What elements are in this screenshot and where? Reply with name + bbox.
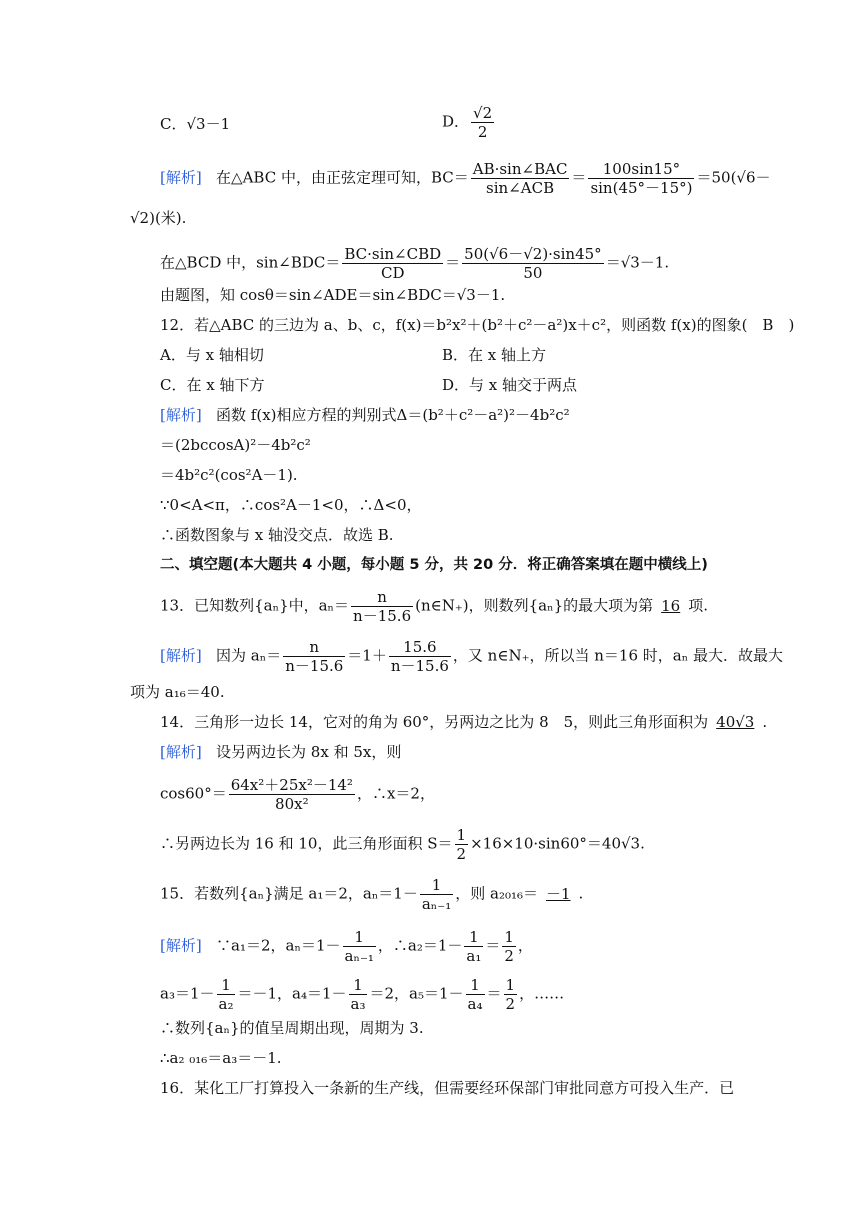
fraction: $\frac{1}{\text{a₁}}$ [466, 928, 482, 965]
solution-15-line-4: ∴a₂ ₀₁₆＝a₃＝－1. [160, 1049, 282, 1067]
fraction: $\frac{1}{\text{aₙ₋₁}}$ [421, 876, 452, 913]
fraction: $\frac{\text{64x²＋25x²－14²}}{\text{80x²}}$ [230, 776, 353, 813]
solution-11-line-1: [解析] 在△ABC 中，由正弦定理可知，BC＝ $\frac{\text{AB·sin∠BAC}}{\text{sin∠ACB}}$ ＝ $\frac{100\sin 15^\circ}{\sin(45^\circ-15^\circ)}$ ＝50(√6－ [160, 160, 771, 197]
solution-12-line-4: ∵0<A<π，∴cos²A－1<0，∴Δ<0， [160, 496, 422, 514]
fraction: $\frac{1}{\text{a₄}}$ [467, 976, 483, 1013]
answer-blank: 40√3 [716, 713, 755, 731]
solution-11-line-2: √2)(米). [130, 209, 187, 227]
solution-tag: [解析] [160, 406, 202, 424]
solution-tag: [解析] [160, 936, 202, 955]
fraction: $\frac{1}{\text{a₂}}$ [218, 976, 234, 1013]
question-15: 15．若数列{aₙ}满足 a₁＝2，aₙ＝1－ $\frac{1}{\text{aₙ₋₁}}$ ，则 a₂₀₁₆＝ －1 . [160, 876, 584, 913]
fraction: $\frac{1}{2}$ [505, 976, 516, 1013]
solution-13-line-1: [解析] 因为 aₙ＝ $\frac{n}{n-15.6}$ ＝1＋ $\frac{15.6}{n-15.6}$ ，又 n∈N₊，所以当 n＝16 时，aₙ 最大．故最大 [160, 638, 783, 675]
option-d-11: D． $\frac{√2}{2}$ [442, 104, 493, 141]
solution-11-line-3: 在△BCD 中，sin∠BDC＝ $\frac{\text{BC·sin∠CBD}}{CD}$ ＝ $\frac{50(√6-√2)\cdot\sin 45^\circ}{50}$ ＝√3－1. [160, 245, 670, 282]
answer-blank: 16 [661, 596, 681, 615]
fraction: $\frac{50(√6-√2)\cdot\sin 45^\circ}{50}$ [464, 245, 602, 282]
fraction: $\frac{\text{BC·sin∠CBD}}{CD}$ [344, 245, 442, 282]
solution-12-line-5: ∴函数图象与 x 轴没交点．故选 B. [160, 526, 394, 544]
solution-12-line-3: ＝4b²c²(cos²A－1). [160, 466, 298, 484]
solution-13-line-2: 项为 a₁₆＝40. [130, 683, 225, 701]
question-12: 12．若△ABC 的三边为 a、b、c，f(x)＝b²x²＋(b²＋c²－a²)x＋c²，则函数 f(x)的图象( B ) [160, 316, 795, 334]
solution-15-line-3: ∴数列{aₙ}的值呈周期出现，周期为 3. [160, 1019, 424, 1037]
question-16: 16．某化工厂打算投入一条新的生产线，但需要经环保部门审批同意方可投入生产．已 [160, 1079, 735, 1097]
fraction: $\frac{1}{\text{aₙ₋₁}}$ [344, 928, 374, 965]
option-b-12: B．在 x 轴上方 [442, 346, 547, 364]
option-d-12: D．与 x 轴交于两点 [442, 376, 578, 394]
fraction: $\frac{1}{2}$ [504, 928, 514, 965]
solution-tag: [解析] [160, 168, 202, 187]
fraction: $\frac{15.6}{n-15.6}$ [390, 638, 449, 675]
solution-12-line-1: [解析] 函数 f(x)相应方程的判别式Δ＝(b²＋c²－a²)²－4b²c² [160, 406, 570, 424]
solution-14-line-2: cos60°＝ $\frac{\text{64x²＋25x²－14²}}{\text{80x²}}$ ，∴x＝2， [160, 776, 435, 813]
question-14: 14．三角形一边长 14，它对的角为 60°，另两边之比为 8 5，则此三角形面积为 40√3 . [160, 713, 768, 731]
solution-11-line-4: 由题图，知 cosθ＝sin∠ADE＝sin∠BDC＝√3－1. [160, 286, 506, 304]
solution-14-line-1: [解析] 设另两边长为 8x 和 5x，则 [160, 743, 402, 761]
fraction: $\frac{100\sin 15^\circ}{\sin(45^\circ-15^\circ)}$ [590, 160, 693, 197]
option-c-12: C．在 x 轴下方 [160, 376, 265, 394]
solution-tag: [解析] [160, 646, 202, 665]
answer-blank: －1 [546, 884, 571, 903]
fraction: $\frac{√2}{2}$ [473, 104, 493, 141]
fraction: $\frac{1}{\text{a₃}}$ [350, 976, 366, 1013]
solution-12-line-2: ＝(2bccosA)²－4b²c² [160, 436, 311, 454]
option-a-12: A．与 x 轴相切 [160, 346, 264, 364]
fraction: $\frac{n}{n-15.6}$ [353, 588, 412, 625]
solution-tag: [解析] [160, 743, 202, 761]
section-heading: 二、填空题(本大题共 4 小题，每小题 5 分，共 20 分．将正确答案填在题中横线上) [160, 557, 708, 573]
fraction: $\frac{n}{n-15.6}$ [285, 638, 344, 675]
solution-15-line-2: a₃＝1－ $\frac{1}{\text{a₂}}$ ＝－1，a₄＝1－ $\frac{1}{\text{a₃}}$ ＝2，a₅＝1－ $\frac{1}{\text{a₄}}$ ＝ $\frac{1}{2}$ ，…… [160, 976, 565, 1013]
fraction: $\frac{1}{2}$ [456, 826, 467, 863]
solution-15-line-1: [解析] ∵a₁＝2，aₙ＝1－ $\frac{1}{\text{aₙ₋₁}}$ ，∴a₂＝1－ $\frac{1}{\text{a₁}}$ ＝ $\frac{1}{2}$ ， [160, 928, 533, 965]
option-c-11: C．√3－1 [160, 115, 231, 133]
question-13: 13．已知数列{aₙ}中，aₙ＝ $\frac{n}{n-15.6}$ (n∈N₊)，则数列{aₙ}的最大项为第 16 项. [160, 588, 709, 625]
solution-14-line-3: ∴另两边长为 16 和 10，此三角形面积 S＝ $\frac{1}{2}$ ×16×10·sin60°＝40√3. [160, 826, 645, 863]
fraction: $\frac{\text{AB·sin∠BAC}}{\text{sin∠ACB}}$ [472, 160, 568, 197]
